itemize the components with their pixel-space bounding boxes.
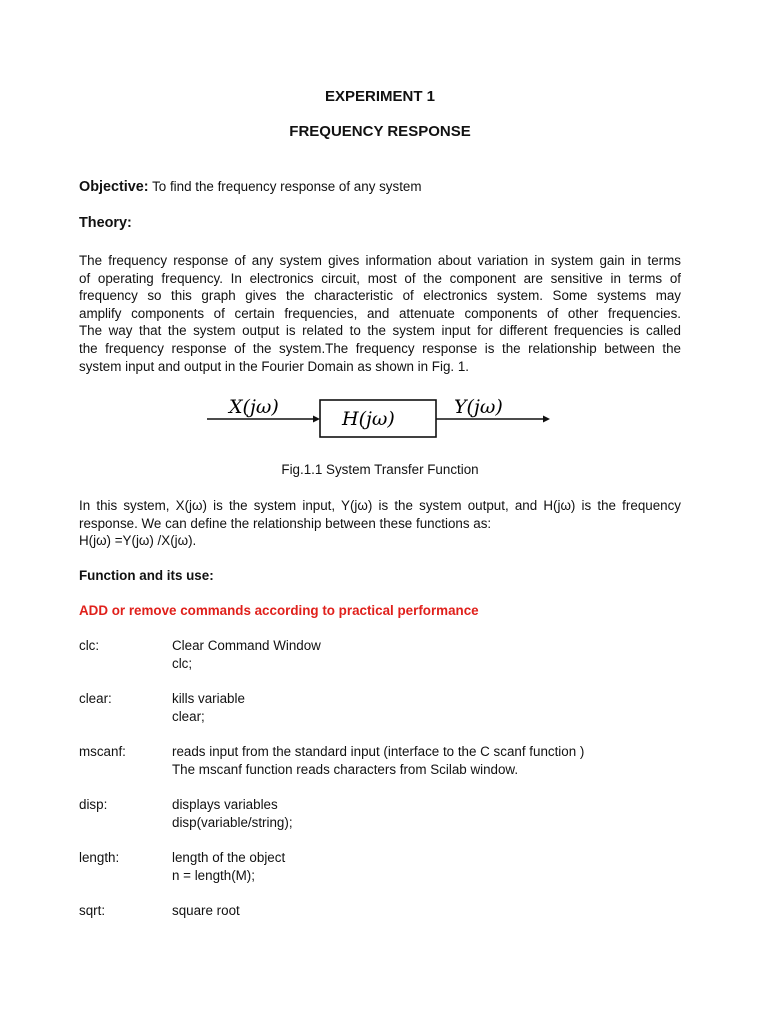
explanation-line: response. We can define the relationship between these functions as:	[79, 515, 492, 531]
command-desc-line: displays variables	[172, 797, 278, 812]
explanation-paragraph	[79, 497, 681, 550]
explanation-line: In this system, X(jω) is the system input, Y(jω) is the system output, and H(jω) is the frequency	[79, 498, 681, 513]
input-arrowhead	[313, 416, 320, 423]
command-name: length:	[79, 850, 120, 865]
theory-paragraph	[79, 252, 681, 375]
command-name: sqrt:	[79, 903, 106, 918]
command-name: disp:	[79, 797, 108, 812]
explanation-line: H(jω) =Y(jω) /X(jω).	[79, 533, 197, 549]
command-description	[172, 690, 245, 725]
command-desc-line: disp(variable/string);	[172, 814, 293, 830]
theory-line: frequency so this graph gives the characteristic of electronics system. Some systems may	[79, 288, 681, 304]
transfer-function-diagram	[199, 388, 559, 448]
command-description	[172, 743, 584, 778]
command-desc-line: length of the object	[172, 850, 286, 865]
objective-section	[79, 178, 422, 197]
theory-line: of operating frequency. In electronics circuit, most of the component are sensitive in terms of	[79, 270, 681, 286]
figure-caption: Fig.1.1 System Transfer Function	[281, 462, 479, 477]
document-page	[79, 0, 681, 1024]
block-label: H(jω)	[342, 408, 395, 430]
theory-line: the frequency response of the system.The frequency response is the relationship between the	[79, 340, 681, 356]
command-desc-line: clear;	[172, 708, 205, 724]
practical-note: ADD or remove commands according to practical performance	[79, 603, 479, 618]
command-description	[172, 902, 240, 920]
output-signal-label: Y(jω)	[454, 396, 503, 418]
theory-heading: Theory:	[79, 215, 132, 231]
command-description	[172, 849, 285, 884]
functions-heading: Function and its use:	[79, 568, 214, 583]
command-description	[172, 796, 293, 831]
theory-line: system input and output in the Fourier Domain as shown in Fig. 1.	[79, 358, 470, 374]
theory-line: The way that the system output is related to the system input for different frequencies is called	[79, 323, 681, 339]
output-arrowhead	[543, 416, 550, 423]
experiment-title: FREQUENCY RESPONSE	[289, 123, 471, 140]
input-signal-label: X(jω)	[229, 396, 279, 418]
command-desc-line: clc;	[172, 655, 193, 671]
command-name: clear:	[79, 691, 112, 706]
command-description	[172, 637, 321, 672]
experiment-number: EXPERIMENT 1	[324, 88, 436, 105]
theory-line: The frequency response of any system gives information about variation in system gain in terms	[79, 253, 681, 268]
theory-line: amplify components of certain frequencies, and attenuate components of other frequencies.	[79, 305, 681, 321]
command-desc-line: square root	[172, 903, 240, 918]
command-name: mscanf:	[79, 744, 126, 759]
command-desc-line: kills variable	[172, 691, 245, 706]
objective-label: Objective:	[79, 179, 149, 195]
command-desc-line: The mscanf function reads characters from Scilab window.	[172, 761, 519, 777]
command-desc-line: Clear Command Window	[172, 638, 321, 653]
objective-text: To find the frequency response of any system	[152, 179, 422, 194]
command-name: clc:	[79, 638, 100, 653]
command-desc-line: n = length(M);	[172, 867, 255, 883]
command-desc-line: reads input from the standard input (interface to the C scanf function )	[172, 744, 585, 759]
